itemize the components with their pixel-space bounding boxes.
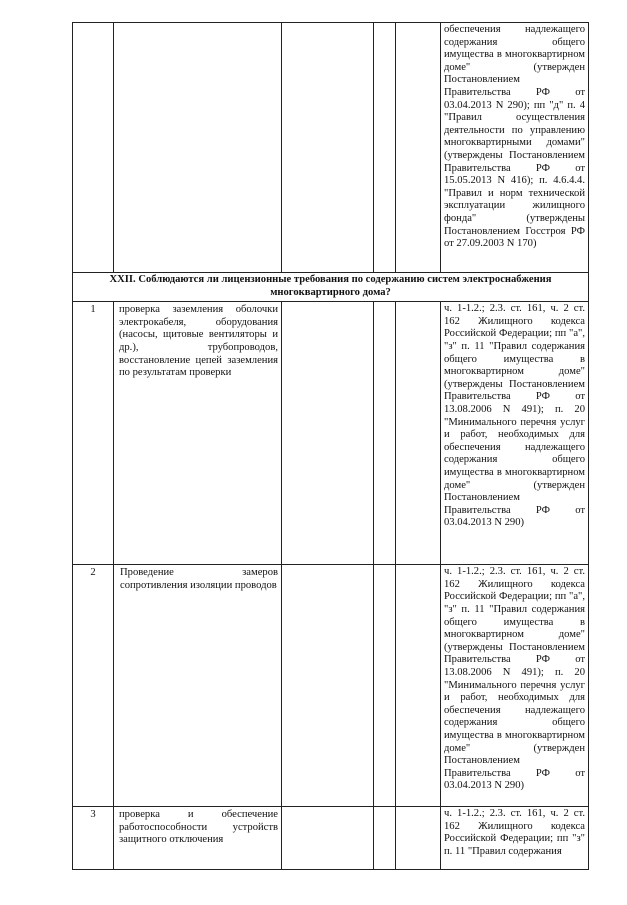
table-row-3 — [73, 807, 589, 870]
answer-no-cell — [374, 565, 396, 807]
number-cell — [73, 23, 114, 273]
legal-reference-cell: обеспечения надлежащего содержания общего имущества в многоквартирном доме" (утвержден Постановлением Правительства РФ от 03.04.2013 N 290); пп "д" п. 4 "Правил осуществления деятельности по управлению многоквартирными домами" (утверждены Постановлением Правительства РФ от 15.05.2013 N 416); п. 4.6.4.4. "Правил и норм технической эксплуатации жилищного фонда" (утверждены Постановлением Госстроя РФ от 27.09.2003 N 170) — [441, 23, 589, 273]
section-header-row — [73, 273, 589, 302]
answer-no-cell — [374, 807, 396, 870]
answer-na-cell — [396, 565, 441, 807]
table-row-2 — [73, 565, 589, 807]
row-number: 3 — [73, 807, 114, 870]
row-number: 2 — [73, 565, 114, 807]
legal-reference-cell: ч. 1-1.2.; 2.3. ст. 161, ч. 2 ст. 162 Жилищного кодекса Российской Федерации; пп "а", "з" п. 11 "Правил содержания общего имущества в многоквартирном доме" (утверждены Постановлением Правительства РФ от 13.08.2006 N 491); п. 20 "Минимального перечня услуг и работ, необходимых для обеспечения надлежащего содержания общего имущества в многоквартирном доме" (утвержден Постановлением Правительства РФ от 03.04.2013 N 290) — [441, 302, 589, 565]
answer-na-cell — [396, 302, 441, 565]
checklist-table — [72, 22, 589, 870]
section-title: XXII. Соблюдаются ли лицензионные требования по содержанию систем электроснабжения многоквартирного дома? — [73, 273, 589, 302]
answer-no-cell — [374, 302, 396, 565]
legal-reference-cell: ч. 1-1.2.; 2.3. ст. 161, ч. 2 ст. 162 Жилищного кодекса Российской Федерации; пп "з" п. 11 "Правил содержания — [441, 807, 589, 870]
answer-yes-cell — [282, 23, 374, 273]
row-number: 1 — [73, 302, 114, 565]
table-row-continued — [73, 23, 589, 273]
answer-na-cell — [396, 807, 441, 870]
legal-reference-cell: ч. 1-1.2.; 2.3. ст. 161, ч. 2 ст. 162 Жилищного кодекса Российской Федерации; пп "а", "з" п. 11 "Правил содержания общего имущества в многоквартирном доме" (утверждены Постановлением Правительства РФ от 13.08.2006 N 491); п. 20 "Минимального перечня услуг и работ, необходимых для обеспечения надлежащего содержания общего имущества в многоквартирном доме" (утвержден Постановлением Правительства РФ от 03.04.2013 N 290) — [441, 565, 589, 807]
answer-yes-cell — [282, 565, 374, 807]
requirement-text: проверка заземления оболочки электрокабеля, оборудования (насосы, щитовые вентиляторы и др.), трубопроводов, восстановление цепей заземления по результатам проверки — [114, 302, 282, 565]
requirement-cell — [114, 23, 282, 273]
answer-yes-cell — [282, 302, 374, 565]
answer-na-cell — [396, 23, 441, 273]
answer-no-cell — [374, 23, 396, 273]
answer-yes-cell — [282, 807, 374, 870]
table-row-1 — [73, 302, 589, 565]
requirement-text: Проведение замеров сопротивления изоляции проводов — [114, 565, 282, 807]
requirement-text: проверка и обеспечение работоспособности устройств защитного отключения — [114, 807, 282, 870]
